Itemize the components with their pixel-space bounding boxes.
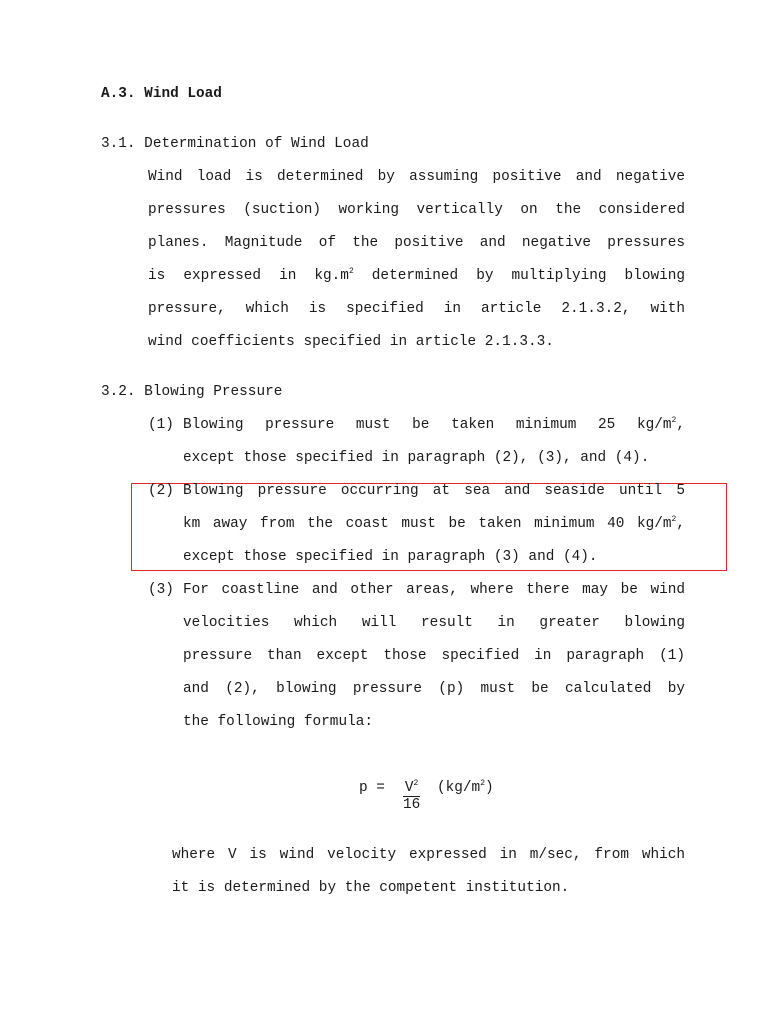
paragraph-line: Wind load is determined by assuming positive and negative: [148, 169, 685, 185]
item-line: For coastline and other areas, where there may be wind: [183, 582, 685, 598]
item-line: velocities which will result in greater blowing: [183, 615, 685, 631]
text-span: km away from the coast must be taken minimum 40 kg/m: [183, 516, 672, 532]
item-line: the following formula:: [183, 714, 373, 730]
item-line: [183, 516, 685, 532]
superscript: 2: [671, 416, 677, 425]
superscript: 2: [348, 267, 354, 276]
text-span: V: [404, 780, 414, 796]
superscript: 2: [413, 779, 419, 788]
text-span: is expressed in kg.m: [148, 268, 349, 284]
where-line: where V is wind velocity expressed in m/sec, from which: [172, 847, 685, 863]
subsection-title-3-1: 3.1. Determination of Wind Load: [101, 136, 369, 152]
fraction: [403, 780, 420, 813]
item-line: [183, 417, 685, 433]
section-heading: A.3. Wind Load: [101, 86, 222, 102]
item-line: except those specified in paragraph (2), (3), and (4).: [183, 450, 650, 466]
item-line: Blowing pressure occurring at sea and seaside until 5: [183, 483, 685, 499]
paragraph-line: pressure, which is specified in article 2.1.3.2, with: [148, 301, 685, 317]
paragraph-line: [148, 268, 685, 284]
formula-unit: [437, 780, 494, 796]
text-span: (kg/m: [437, 780, 481, 796]
paragraph-line: planes. Magnitude of the positive and negative pressures: [148, 235, 685, 251]
item-line: pressure than except those specified in paragraph (1): [183, 648, 685, 664]
item-line: and (2), blowing pressure (p) must be calculated by: [183, 681, 685, 697]
item-number: (2): [148, 483, 174, 499]
item-number: (3): [148, 582, 174, 598]
where-line: it is determined by the competent institution.: [172, 880, 570, 896]
fraction-numerator: [403, 780, 420, 796]
fraction-denominator: 16: [403, 797, 421, 813]
paragraph-line: wind coefficients specified in article 2.1.3.3.: [148, 334, 554, 350]
superscript: 2: [671, 515, 677, 524]
formula-lhs: p =: [359, 780, 385, 796]
subsection-title-3-2: 3.2. Blowing Pressure: [101, 384, 283, 400]
paragraph-line: pressures (suction) working vertically on the considered: [148, 202, 685, 218]
text-span: ,: [676, 417, 685, 433]
superscript: 2: [480, 779, 485, 788]
text-span: Blowing pressure must be taken minimum 25 kg/m: [183, 417, 672, 433]
formula-fraction: [403, 780, 420, 813]
item-number: (1): [148, 417, 174, 433]
text-span: ,: [676, 516, 685, 532]
text-span: determined by multiplying blowing: [353, 268, 685, 284]
item-line: except those specified in paragraph (3) and (4).: [183, 549, 598, 565]
text-span: ): [485, 780, 494, 796]
